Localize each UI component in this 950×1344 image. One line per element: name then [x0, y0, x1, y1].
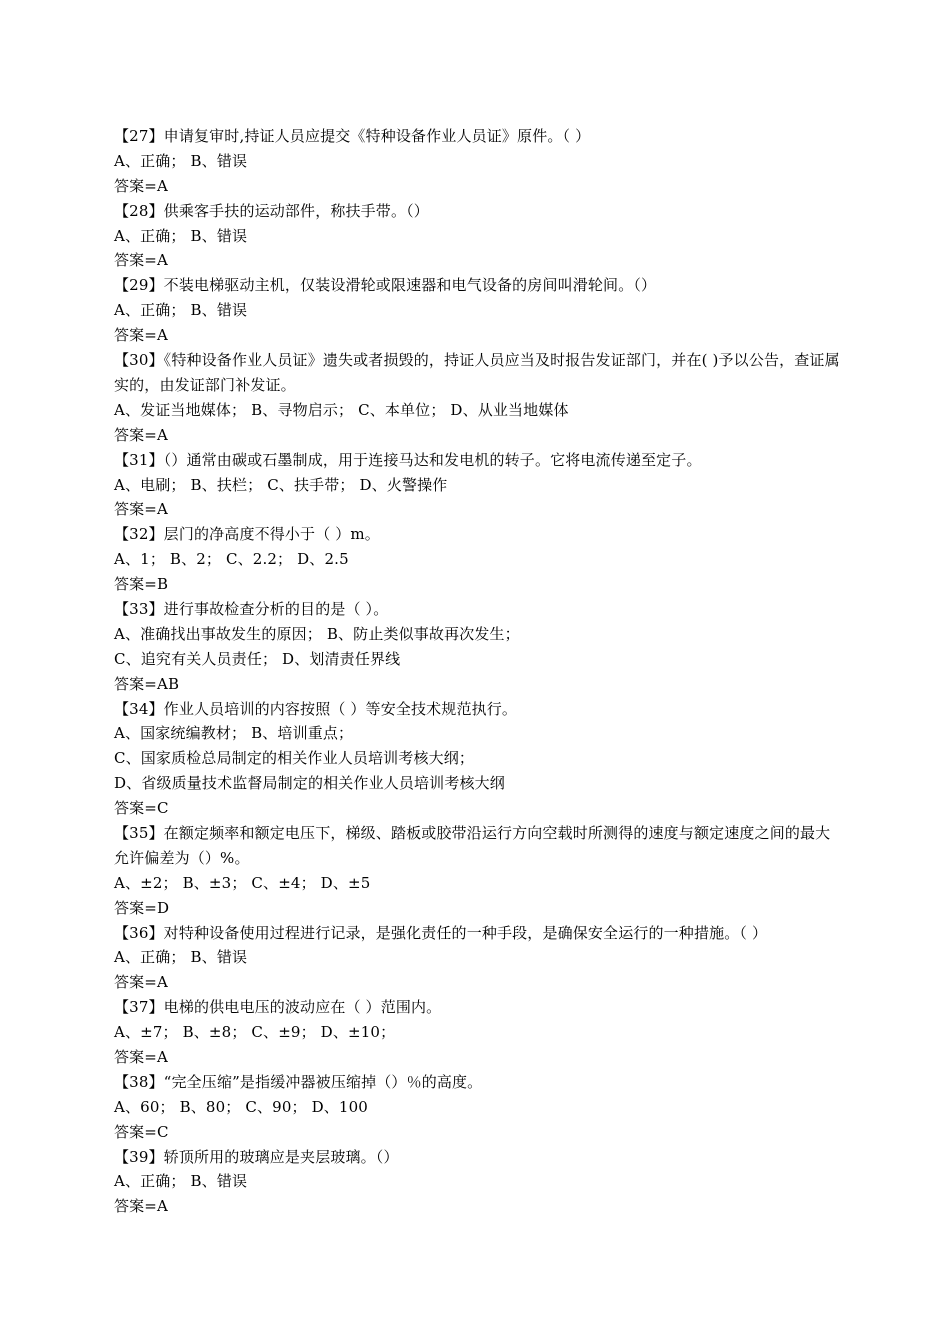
question-text: 【32】层门的净高度不得小于（ ）m。 [114, 525, 380, 544]
options-line: A、国家统编教材； B、培训重点； [114, 724, 354, 743]
answer-line: 答案=C [114, 799, 169, 818]
question-text: 【28】供乘客手扶的运动部件，称扶手带。（） [114, 201, 429, 220]
answer-line: 答案=A [114, 425, 169, 444]
options-line: A、±7； B、±8； C、±9； D、±10； [114, 1023, 396, 1042]
options-line: A、60； B、80； C、90； D、100 [114, 1097, 369, 1116]
answer-line: 答案=A [114, 500, 169, 519]
question-31 [114, 448, 844, 523]
question-text: 【35】在额定频率和额定电压下，梯级、踏板或胶带沿运行方向空载时所测得的速度与额定速度之间的最大允许偏差为（）%。 [114, 823, 831, 867]
question-35 [114, 821, 844, 921]
question-text: 【27】申请复审时,持证人员应提交《特种设备作业人员证》原件。（ ） [114, 127, 591, 145]
options-line: C、追究有关人员责任； D、划清责任界线 [114, 649, 401, 668]
question-text: 【37】电梯的供电电压的波动应在（ ）范围内。 [114, 998, 442, 1017]
answer-line: 答案=A [114, 176, 169, 195]
document-body [114, 124, 844, 1219]
options-line: A、1； B、2； C、2.2； D、2.5 [114, 550, 349, 569]
question-text: 【39】轿顶所用的玻璃应是夹层玻璃。（） [114, 1147, 399, 1166]
options-line: D、省级质量技术监督局制定的相关作业人员培训考核大纲 [114, 774, 505, 793]
answer-line: 答案=A [114, 326, 169, 345]
answer-line: 答案=AB [114, 674, 180, 693]
question-37 [114, 995, 844, 1070]
answer-line: 答案=A [114, 1048, 169, 1067]
question-34 [114, 697, 844, 821]
answer-line: 答案=B [114, 575, 169, 594]
answer-line: 答案=C [114, 1122, 169, 1141]
question-text: 【34】作业人员培训的内容按照（ ）等安全技术规范执行。 [114, 699, 518, 718]
question-36 [114, 921, 844, 996]
question-38 [114, 1070, 844, 1145]
options-line: A、准确找出事故发生的原因； B、防止类似事故再次发生； [114, 624, 520, 643]
question-27 [114, 124, 844, 199]
question-text: 【29】不装电梯驱动主机，仅装设滑轮或限速器和电气设备的房间叫滑轮间。（） [114, 276, 657, 295]
question-33 [114, 597, 844, 697]
options-line: A、发证当地媒体； B、寻物启示； C、本单位； D、从业当地媒体 [114, 400, 569, 419]
options-line: C、国家质检总局制定的相关作业人员培训考核大纲； [114, 749, 475, 768]
question-32 [114, 522, 844, 597]
question-30 [114, 348, 844, 448]
question-39 [114, 1145, 844, 1220]
options-line: A、正确； B、错误 [114, 226, 248, 245]
question-29 [114, 273, 844, 348]
options-line: A、正确； B、错误 [114, 151, 248, 170]
question-28 [114, 199, 844, 274]
answer-line: 答案=A [114, 251, 169, 270]
options-line: A、±2； B、±3； C、±4； D、±5 [114, 873, 371, 892]
question-text: 【38】“完全压缩”是指缓冲器被压缩掉（）％的高度。 [114, 1072, 483, 1091]
options-line: A、正确； B、错误 [114, 1172, 248, 1191]
options-line: A、电刷； B、扶栏； C、扶手带； D、火警操作 [114, 475, 448, 494]
options-line: A、正确； B、错误 [114, 948, 248, 967]
answer-line: 答案=A [114, 973, 169, 992]
options-line: A、正确； B、错误 [114, 301, 248, 320]
question-text: 【36】对特种设备使用过程进行记录，是强化责任的一种手段，是确保安全运行的一种措施。（ ） [114, 923, 768, 942]
answer-line: 答案=D [114, 898, 170, 917]
question-text: 【30】《特种设备作业人员证》遗失或者损毁的，持证人员应当及时报告发证部门，并在( )予以公告，查证属实的，由发证部门补发证。 [114, 351, 840, 394]
question-text: 【31】（）通常由碳或石墨制成，用于连接马达和发电机的转子。它将电流传递至定子。 [114, 450, 702, 469]
answer-line: 答案=A [114, 1197, 169, 1216]
question-text: 【33】进行事故检查分析的目的是（ ）。 [114, 599, 389, 618]
